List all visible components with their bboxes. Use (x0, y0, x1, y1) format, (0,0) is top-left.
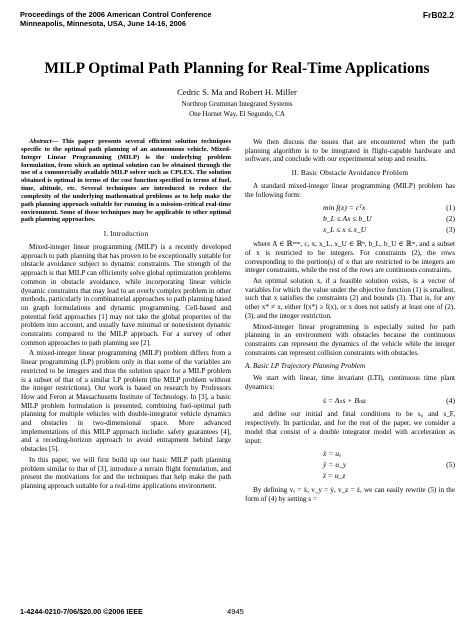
left-column (21, 138, 231, 493)
equation-1-text: min f(x) = cᵀx (323, 203, 366, 213)
equation-5-block (245, 449, 455, 482)
section-heading-basic-obstacle: II. Basic Obstacle Avoidance Problem (291, 169, 409, 178)
equations-1-3 (245, 203, 455, 236)
affiliation-line-1: Northrop Grumman Integrated Systems (181, 100, 293, 108)
equation-5b-text: ÿ = u_y (323, 460, 347, 470)
right-column (245, 138, 455, 506)
conference-line-2: Minneapolis, Minnesota, USA, June 14-16, 2006 (20, 19, 186, 28)
abstract-text: — This paper presents several efficient solution techniques specific to the optimal path planning of an autonomous vehicle. Mixed-Integer Linear Programming (MILP) is the underlying problem formulation, from which an optimal solution can be obtained through the use of a commercially available MILP solver such as CPLEX. The solution obtained is optimal in terms of the cost function specified in terms of fuel, time, altitude, etc. Several techniques are introduced to reduce the complexity of the underlying mathematical problems as to help make the path planning approach suitable for running in a mission-critical real-time environment. Some of these techniques may be applicable to other optimal path planning approaches. (21, 138, 231, 224)
conference-header (20, 10, 212, 28)
paper-title: MILP Optimal Path Planning for Real-Time Applications (44, 60, 430, 77)
equation-5a-text: ẍ = uₓ (323, 449, 342, 459)
subsection-paragraph-3: By defining vₓ = ẋ, v_y = ẏ, v_z = ż, we can easily rewrite (5) in the form of (4) by setting s = (245, 486, 455, 503)
equation-1-number: (1) (446, 203, 455, 213)
basic-paragraph-2: where A ∈ ℝᵐˣⁿ, c, x, x_L, x_U ∈ ℝⁿ, b_L, b_U ∈ ℝᵐ, and a subset of x is restricted to be integers. For constraints (2), the rows corresponding to the portion(s) of x that are restricted to be integers are integer constraints, while the rest of the rows are continuous constraints. (245, 240, 455, 275)
equation-5a (245, 449, 455, 460)
equation-5-number: (5) (446, 460, 455, 470)
paper-id: FrB02.2 (422, 10, 454, 20)
basic-paragraph-4: Mixed-integer linear programming is especially suited for path planning in an environment with obstacles because the continuous constraints can represent the dynamics of the vehicle while the integer constraints can represent collision constraints with obstacles. (245, 322, 455, 357)
equation-5b (245, 460, 455, 471)
intro-paragraph-3: In this paper, we will first build up our basic MILP path planning problem similar to that of [3], introduce a terrain flight formulation, and present the motivations for and the techniques that help make the path planning approach suitable for a real-time applications environment. (21, 455, 231, 490)
basic-paragraph-3: An optimal solution x, if a feasible solution exists, is a vector of variables for which the value under the objective function (1) is smallest, such that x satisfies the constraints (2) and bounds (3). That is, for any other x* ≠ x, either f(x*) ≥ f(x), or x does not satisfy at least one of (2), (3), and the integer restriction. (245, 277, 455, 320)
subsection-heading-basic-lp: A. Basic LP Trajectory Planning Problem (245, 362, 366, 371)
equation-1 (245, 203, 455, 214)
equation-3-number: (3) (446, 225, 455, 235)
equation-4-block (245, 395, 455, 406)
equation-2-text: b_L ≤ Ax ≤ b_U (323, 214, 372, 224)
subsection-paragraph-1: We start with linear, time invariant (LTI), continuous time plant dynamics: (245, 374, 455, 391)
intro-paragraph-2: A mixed-integer linear programming (MILP) problem differs from a linear programming (LP) problem only in that some of the variables are restricted to be integers and thus the solution space for a MILP problem is a subset of that of a similar LP problem (the MILP problem without the integer restrictions). Our work is based on research by Professors How and Feron at Massachusetts Institute of Technology. In [3], a basic MILP problem formulation is presented, combining fuel-optimal path planning for multiple vehicles with double-integrator vehicle dynamics and obstacles in two-dimensional space. More advanced implementations of this MILP approach include: safety guarantees [4], and a receding-horizon approach to avoid entrapment behind large obstacles [5]. (21, 349, 231, 454)
page-number: 4945 (227, 607, 244, 616)
authors: Cedric S. Ma and Robert H. Miller (177, 87, 297, 97)
equation-2-number: (2) (446, 214, 455, 224)
abstract-label: Abstract (29, 138, 52, 145)
section-heading-introduction: I. Introduction (103, 230, 149, 239)
equation-3-text: x_L ≤ x ≤ x_U (323, 225, 367, 235)
equation-4-number: (4) (446, 395, 455, 405)
affiliation (0, 100, 474, 119)
equation-5c-text: z̈ = u_z (323, 471, 346, 481)
right-paragraph-1: We then discuss the issues that are encountered when the path planning algorithm is to be integrated in flight-capable hardware and software, and conclude with our experimental setup and results. (245, 138, 455, 164)
subsection-paragraph-2: and define our initial and final conditions to be s₀ and s_F, respectively. In particular, and for the rest of the paper, we consider a model that consist of a double integrator model with acceleration as input: (245, 410, 455, 445)
equation-4-text: ṡ = Aₙs + Bₙu (323, 395, 366, 405)
equation-3 (245, 225, 455, 236)
equation-2 (245, 214, 455, 225)
equation-5c (245, 471, 455, 482)
abstract (21, 138, 231, 224)
conference-line-1: Proceedings of the 2006 American Control Conference (20, 10, 212, 19)
affiliation-line-2: One Hornet Way, El Segundo, CA (189, 109, 285, 118)
intro-paragraph-1: Mixed-integer linear programming (MILP) is a recently developed approach to path planning that has proven to be exceptionally suitable for obstacle avoidance subject to dynamic constraints. The strength of the approach is that MILP can efficiently solve global optimization problems common in obstacle avoidance, while incorporating linear vehicle dynamic constraints that may lead to an overly complex problem in other methods, particularly in combinatorial approaches to path planning based on graph formulations and dynamic programming. Cell-based and potential field approaches [1] may not take the global properties of the problem into account, and usually have minimal or nonexistent dynamic constraints compared to the MILP approach. For a survey of other common approaches to path planning see [2]. (21, 242, 231, 347)
equation-4 (245, 395, 455, 406)
basic-paragraph-1: A standard mixed-integer linear programming (MILP) problem has the following form: (245, 181, 455, 199)
isbn-footer: 1-4244-0210-7/06/$20.00 ©2006 IEEE (20, 607, 143, 616)
